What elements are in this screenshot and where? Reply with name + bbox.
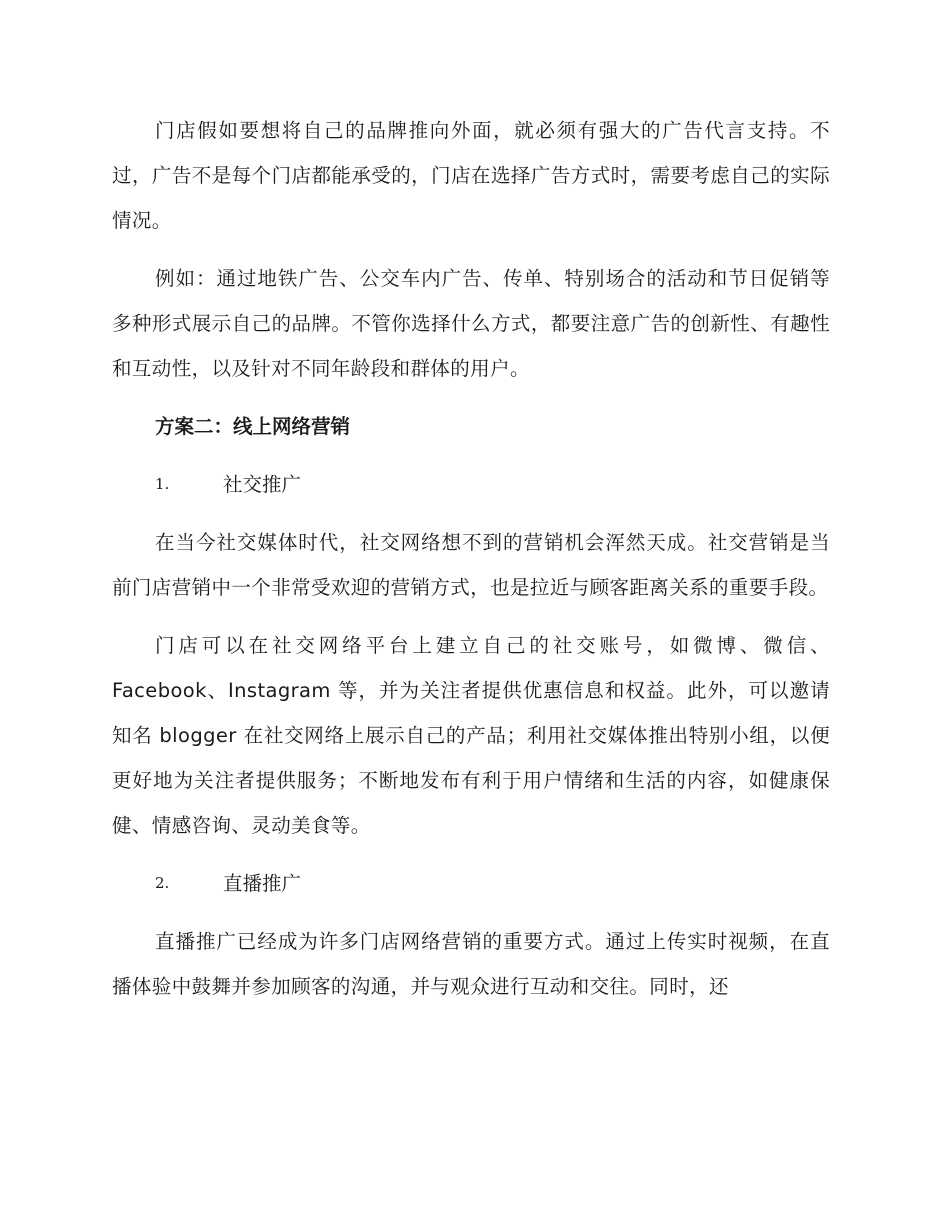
document-body bbox=[112, 108, 830, 1022]
paragraph-livestream: 直播推广已经成为许多门店网络营销的重要方式。通过上传实时视频，在直播体验中鼓舞并参加顾客的沟通，并与观众进行互动和交往。同时，还 bbox=[112, 930, 830, 998]
section-heading: 方案二：线上网络营销 bbox=[155, 415, 351, 438]
list-label: 社交推广 bbox=[223, 473, 302, 496]
paragraph-social-accounts: 门店可以在社交网络平台上建立自己的社交账号，如微博、微信、Facebook、Instagram 等，并为关注者提供优惠信息和权益。此外，可以邀请知名 blogger 在社交网络上展示自己的产品；利用社交媒体推出特别小组，以便更好地为关注者提供服务；不断地发布有利于用户情绪和生活的内容，如健康保健、情感咨询、灵动美食等。 bbox=[112, 634, 830, 837]
list-number: 2. bbox=[155, 874, 170, 892]
list-number: 1. bbox=[155, 475, 170, 493]
paragraph-social-media-era: 在当今社交媒体时代，社交网络想不到的营销机会浑然天成。社交营销是当前门店营销中一个非常受欢迎的营销方式，也是拉近与顾客距离关系的重要手段。 bbox=[112, 531, 830, 599]
paragraph-advertising-examples: 例如：通过地铁广告、公交车内广告、传单、特别场合的活动和节日促销等多种形式展示自己的品牌。不管你选择什么方式，都要注意广告的创新性、有趣性和互动性，以及针对不同年龄段和群体的用户。 bbox=[112, 267, 830, 380]
list-label: 直播推广 bbox=[223, 872, 302, 895]
paragraph-brand-advertising: 门店假如要想将自己的品牌推向外面，就必须有强大的广告代言支持。不过，广告不是每个门店都能承受的，门店在选择广告方式时，需要考虑自己的实际情况。 bbox=[112, 119, 830, 232]
list-item-social-promotion bbox=[112, 462, 830, 507]
list-item-livestream-promotion bbox=[112, 861, 830, 906]
